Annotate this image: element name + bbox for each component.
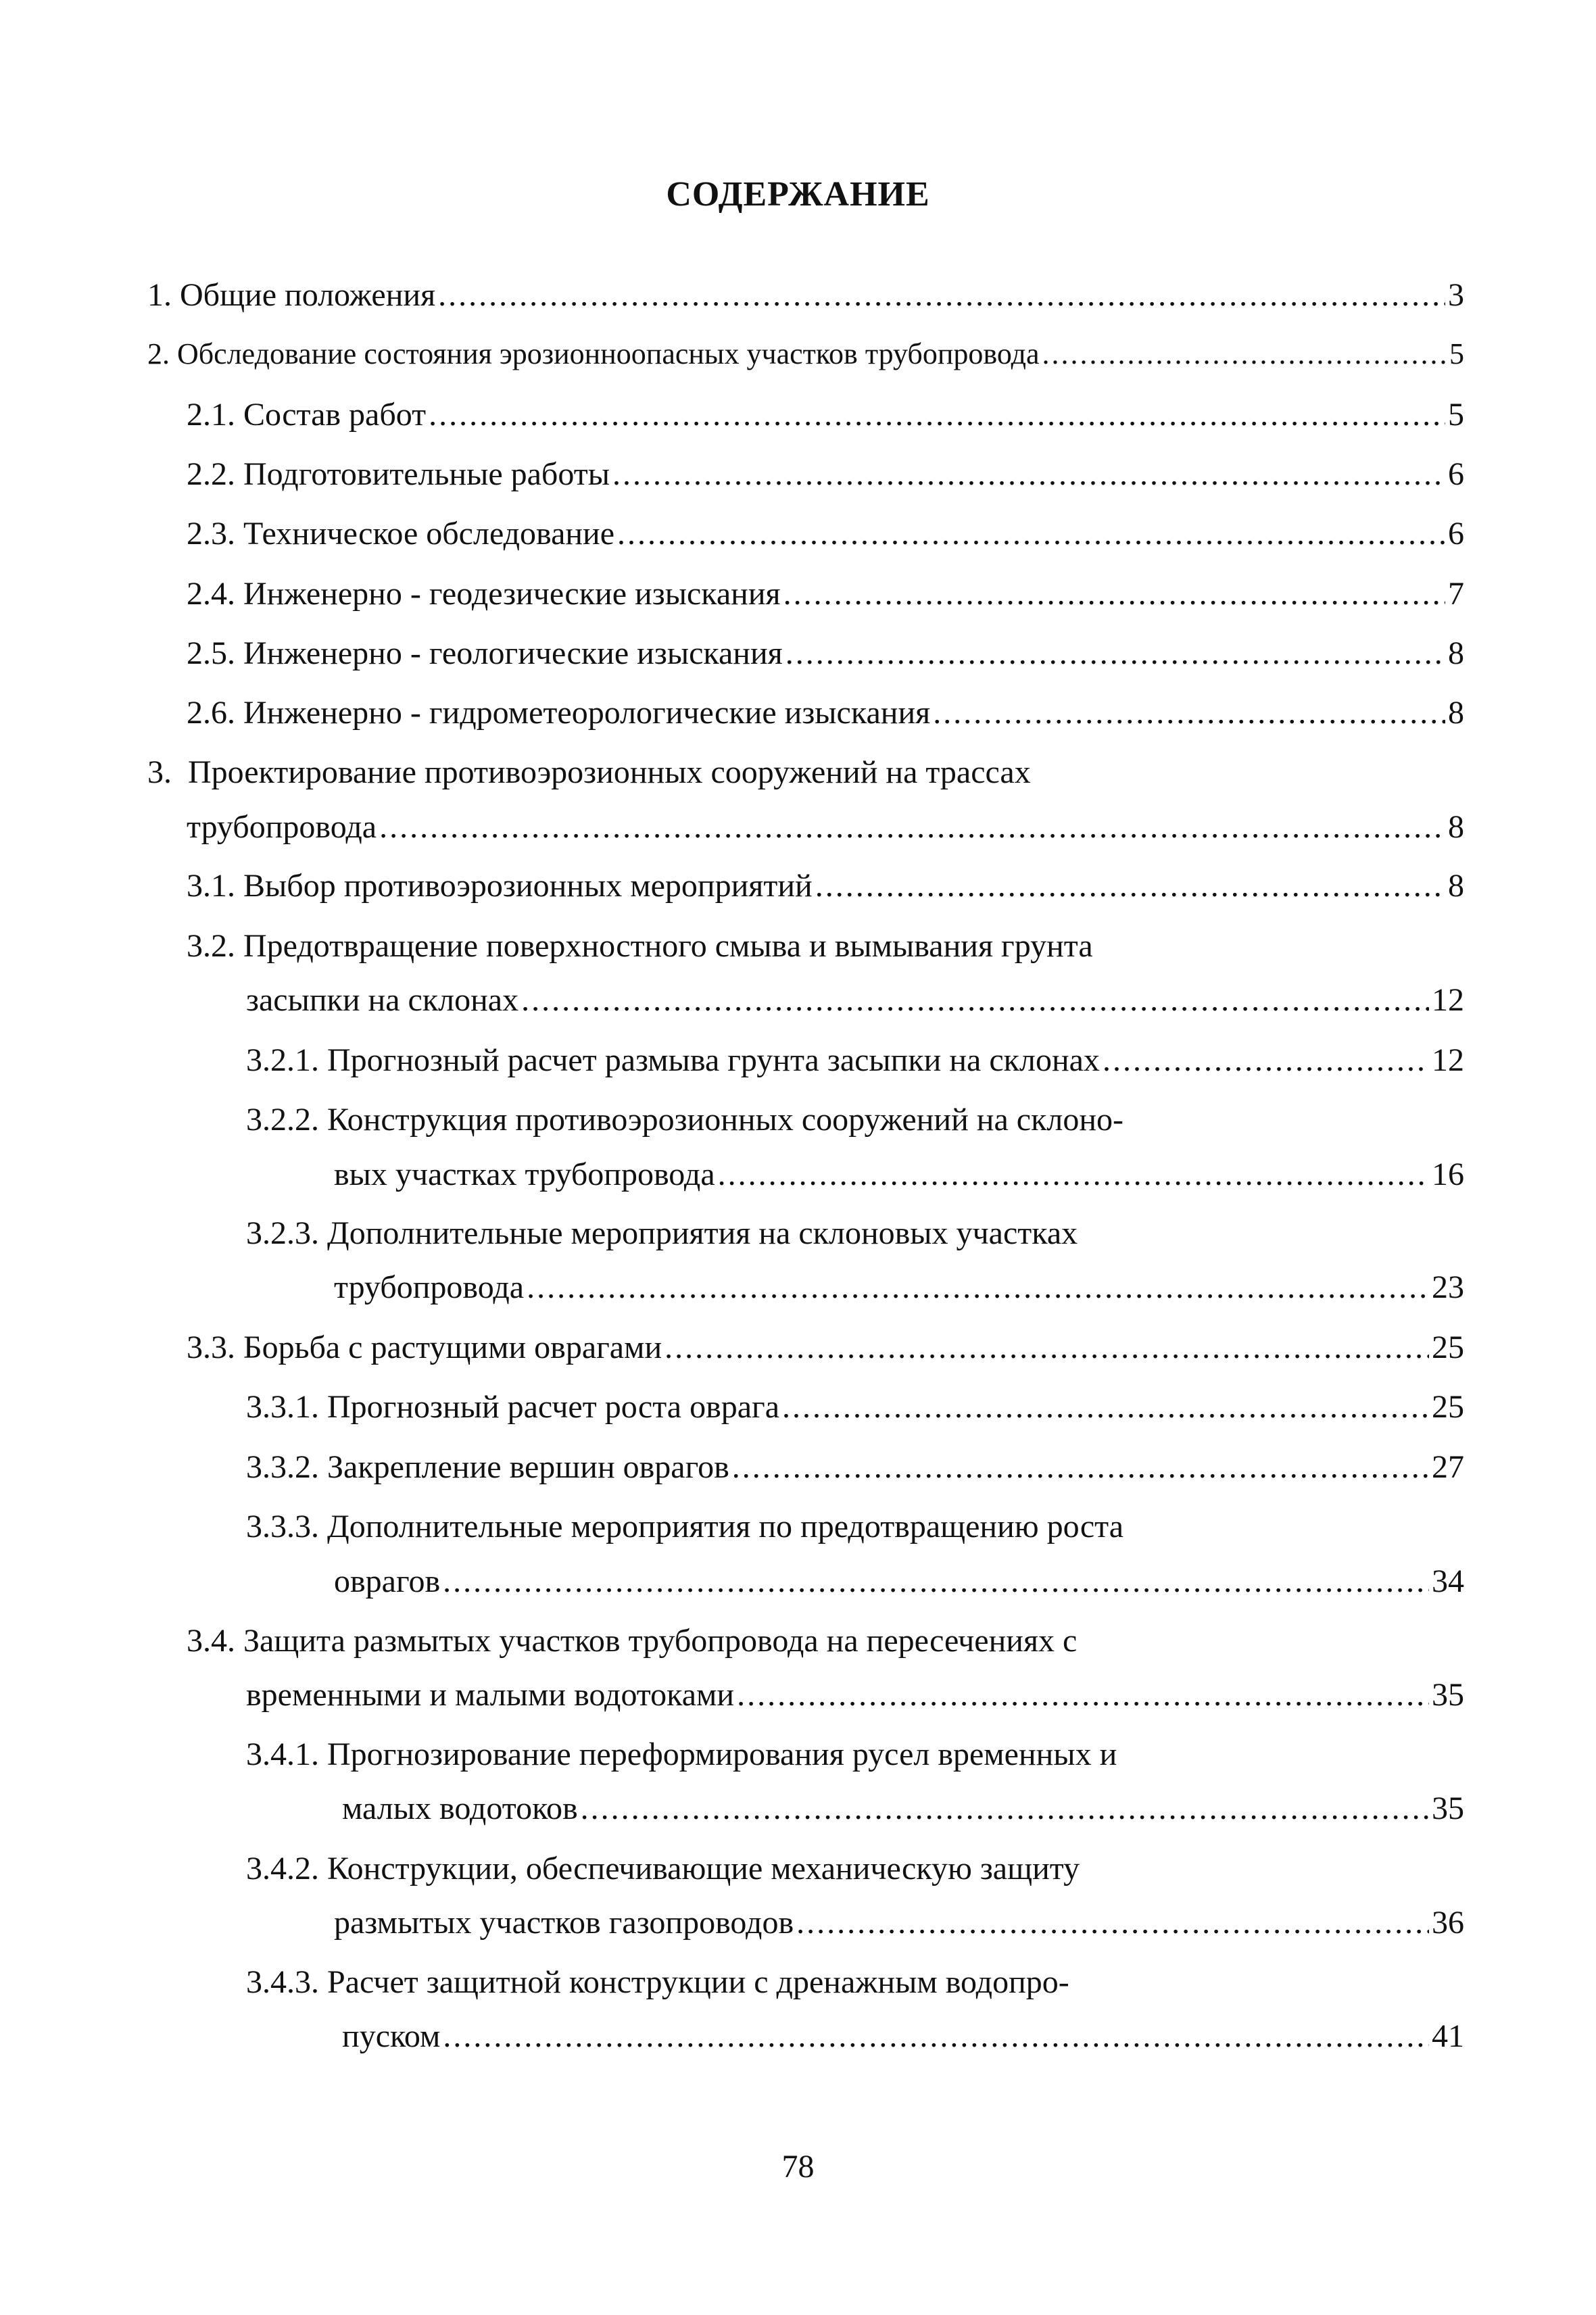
toc-entry-3-3-3-cont — [334, 1563, 1464, 1617]
toc-text: размытых участков газопроводов — [334, 1905, 794, 1941]
toc-text: Обследование состояния эрозионноопасных участков трубопровода — [177, 337, 1040, 370]
toc-leader — [612, 456, 1445, 493]
toc-page: 8 — [1448, 809, 1464, 845]
toc-entry-3-4-3-cont — [342, 2018, 1464, 2072]
toc-page: 8 — [1448, 635, 1464, 671]
toc-text: временными и малыми водотоками — [246, 1677, 735, 1713]
toc-entry-3-3-2 — [246, 1448, 1464, 1503]
toc-number: 3.4.1. — [246, 1736, 319, 1772]
toc-text: Защита размытых участков трубопровода на пересечениях с — [243, 1623, 1078, 1659]
toc-text: трубопровода — [334, 1269, 525, 1305]
toc-text: трубопровода — [187, 809, 377, 845]
toc-page: 6 — [1448, 516, 1464, 552]
toc-number: 3.3.1. — [246, 1389, 319, 1425]
toc-number: 3.3. — [187, 1330, 235, 1365]
toc-entry-3-2-2 — [246, 1101, 1464, 1155]
toc-leader — [737, 1676, 1429, 1713]
toc-text: Подготовительные работы — [243, 456, 610, 492]
toc-text: Выбор противоэрозионных мероприятий — [243, 868, 813, 904]
toc-entry-3-2-1 — [246, 1042, 1464, 1096]
toc-text: засыпки на склонах — [246, 982, 519, 1018]
toc-text: Конструкция противоэрозионных сооружений на склоно- — [327, 1102, 1124, 1138]
toc-entry-3-1 — [187, 867, 1464, 921]
toc-leader — [815, 867, 1445, 904]
toc-number: 3.2.1. — [246, 1042, 319, 1078]
toc-entry-3-3 — [187, 1329, 1464, 1383]
toc-entry-3-4-cont — [246, 1676, 1464, 1730]
toc-entry-2 — [147, 337, 1464, 391]
toc-leader — [796, 1904, 1429, 1941]
toc-leader — [617, 515, 1445, 552]
toc-page: 25 — [1432, 1389, 1464, 1425]
toc-number: 2.4. — [187, 576, 235, 612]
toc-page: 8 — [1448, 695, 1464, 731]
toc-entry-3-2-2-cont — [334, 1156, 1464, 1210]
toc-number: 3.2.3. — [246, 1215, 319, 1251]
toc-number: 3.4. — [187, 1623, 235, 1659]
toc-entry-3 — [147, 754, 1464, 808]
toc-leader — [933, 694, 1445, 731]
toc-leader — [521, 981, 1429, 1019]
toc-page: 12 — [1432, 1042, 1464, 1078]
toc-leader — [438, 276, 1445, 314]
toc-page: 41 — [1432, 2018, 1464, 2054]
toc-text: Техническое обследование — [243, 516, 615, 552]
toc-leader — [1042, 337, 1447, 371]
toc-text: Прогнозный расчет роста оврага — [327, 1389, 780, 1425]
toc-entry-2-3 — [187, 515, 1464, 569]
toc-entry-3-4-1-cont — [342, 1790, 1464, 1844]
toc-entry-3-2-3 — [246, 1215, 1464, 1269]
toc-number: 2.1. — [187, 397, 235, 433]
toc-entry-3-2 — [187, 927, 1464, 981]
toc-page: 23 — [1432, 1269, 1464, 1305]
toc-number: 3.3.3. — [246, 1509, 319, 1544]
toc-page: 8 — [1448, 868, 1464, 904]
toc-leader — [443, 2018, 1429, 2055]
toc-entry-1 — [147, 276, 1464, 331]
toc-page: 6 — [1448, 456, 1464, 492]
toc-page: 36 — [1432, 1905, 1464, 1941]
toc-text: Инженерно - гидрометеорологические изыскания — [243, 695, 931, 731]
toc-number: 3.2. — [187, 928, 235, 964]
toc-text: Общие положения — [180, 277, 436, 313]
toc-text: оврагов — [334, 1563, 441, 1599]
toc-leader — [782, 1388, 1429, 1425]
toc-text: малых водотоков — [342, 1790, 578, 1826]
toc-text: Дополнительные мероприятия на склоновых участках — [327, 1215, 1078, 1251]
toc-text: пуском — [342, 2018, 441, 2054]
toc-text: Предотвращение поверхностного смыва и вымывания грунта — [243, 928, 1093, 964]
toc-page: 5 — [1449, 337, 1464, 370]
toc-entry-2-6 — [187, 694, 1464, 748]
toc-entry-3-4-2-cont — [334, 1904, 1464, 1958]
toc-text: Борьба с растущими оврагами — [243, 1330, 662, 1365]
toc-number: 1. — [147, 277, 172, 313]
toc-entry-2-4 — [187, 575, 1464, 629]
toc-number: 3.4.3. — [246, 1964, 319, 2000]
toc-leader — [664, 1329, 1429, 1366]
toc-leader — [581, 1790, 1429, 1827]
toc-page: 34 — [1432, 1563, 1464, 1599]
toc-number: 3.4.2. — [246, 1851, 319, 1886]
toc-entry-3-2-3-cont — [334, 1269, 1464, 1323]
toc-number: 2.5. — [187, 635, 235, 671]
toc-number: 3. — [147, 754, 172, 790]
toc-page: 7 — [1448, 576, 1464, 612]
toc-page: 16 — [1432, 1156, 1464, 1192]
toc-leader — [443, 1563, 1429, 1600]
toc-leader — [785, 635, 1445, 672]
toc-text: Дополнительные мероприятия по предотвращению роста — [327, 1509, 1124, 1544]
toc-leader — [1103, 1042, 1429, 1079]
toc-entry-3-4 — [187, 1622, 1464, 1676]
toc-number: 2. — [147, 337, 170, 370]
toc-page: 25 — [1432, 1330, 1464, 1365]
toc-page: 12 — [1432, 982, 1464, 1018]
toc-text: Конструкции, обеспечивающие механическую защиту — [327, 1851, 1080, 1886]
toc-leader — [527, 1269, 1429, 1306]
toc-text: Инженерно - геодезические изыскания — [243, 576, 781, 612]
toc-entry-3-4-2 — [246, 1850, 1464, 1904]
toc-text: Прогнозный расчет размыва грунта засыпки на склонах — [327, 1042, 1100, 1078]
toc-leader — [783, 575, 1445, 612]
toc-entry-3-3-3 — [246, 1508, 1464, 1562]
toc-entry-3-cont — [187, 808, 1464, 862]
toc-number: 3.2.2. — [246, 1102, 319, 1138]
toc-number: 2.6. — [187, 695, 235, 731]
toc-leader — [732, 1448, 1429, 1486]
toc-number: 3.3.2. — [246, 1449, 319, 1485]
toc-text: Прогнозирование переформирования русел временных и — [327, 1736, 1117, 1772]
toc-text: Закрепление вершин оврагов — [327, 1449, 729, 1485]
toc-number: 3.1. — [187, 868, 235, 904]
toc-page: 5 — [1448, 397, 1464, 433]
toc-page: 35 — [1432, 1677, 1464, 1713]
toc-entry-2-2 — [187, 456, 1464, 510]
toc-leader — [429, 396, 1445, 433]
toc-text: Инженерно - геологические изыскания — [243, 635, 783, 671]
toc-entry-2-5 — [187, 635, 1464, 689]
toc-text: вых участках трубопровода — [334, 1156, 715, 1192]
toc-entry-2-1 — [187, 396, 1464, 450]
toc-text: Проектирование противоэрозионных сооружений на трассах — [188, 754, 1031, 790]
toc-text: Расчет защитной конструкции с дренажным водопро- — [327, 1964, 1069, 2000]
toc-leader — [379, 808, 1445, 846]
toc-number: 2.3. — [187, 516, 235, 552]
toc-page: 3 — [1448, 277, 1464, 313]
page-title: СОДЕРЖАНИЕ — [666, 175, 930, 214]
page-number: 78 — [781, 2149, 815, 2185]
toc-number: 2.2. — [187, 456, 235, 492]
toc-page: 27 — [1432, 1449, 1464, 1485]
toc-entry-3-4-1 — [246, 1736, 1464, 1790]
toc-entry-3-3-1 — [246, 1388, 1464, 1442]
toc-entry-3-4-3 — [246, 1964, 1464, 2018]
toc-text: Состав работ — [243, 397, 427, 433]
toc-leader — [718, 1156, 1429, 1193]
toc-entry-3-2-cont — [246, 981, 1464, 1035]
toc-page: 35 — [1432, 1790, 1464, 1826]
